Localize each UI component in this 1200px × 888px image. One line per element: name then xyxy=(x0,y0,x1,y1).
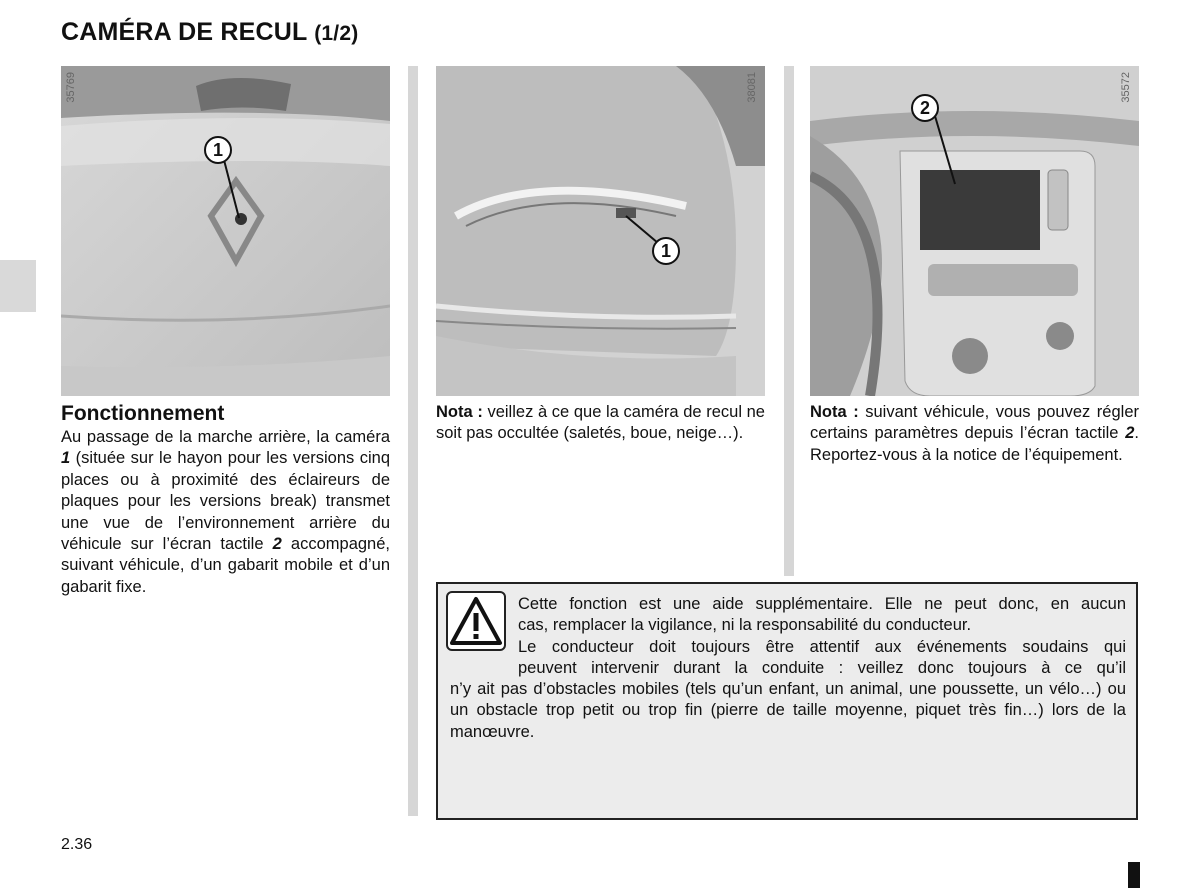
page-number: 2.36 xyxy=(61,836,93,853)
chapter-tab xyxy=(0,260,36,312)
figure-dashboard-screen xyxy=(810,66,1139,396)
nota-settings: Nota : suivant véhicule, vous pouvez régler certains paramètres depuis l’écran tactile 2. Reportez-vous à la notice de l’équipement. xyxy=(810,403,1139,464)
page-title xyxy=(61,18,358,47)
page-title-part: (1/2) xyxy=(314,22,359,45)
figure-estate-camera xyxy=(436,66,765,396)
page-title-text: CAMÉRA DE RECUL xyxy=(61,18,308,46)
warning-text-rest: n’y ait pas d’obstacles mobiles (tels qu’un enfant, un animal, une poussette, un vélo…) ou un obstacle trop petit ou trop fin (pierre de taille moyenne, piquet très fin…) lors de la manœuvre. xyxy=(450,680,1126,741)
figure-tailgate-camera xyxy=(61,66,390,396)
warning-text-top: Cette fonction est une aide supplémentaire. Elle ne peut donc, en aucun cas, remplacer la vigilance, ni la responsabilité du conducteur. Le conducteur doit toujours être attentif aux événements soudains qui peuvent intervenir durant la conduite : veillez donc toujours à ce qu’il xyxy=(518,595,1126,678)
figure-ref-number: 35769 xyxy=(65,72,77,103)
callout-2: 2 xyxy=(911,94,939,122)
body-paragraph: Au passage de la marche arrière, la caméra 1 (située sur le hayon pour les versions cinq places ou à proximité des éclaireurs de plaques pour les versions break) transmet une vue de l’environnement arrière du véhicule sur l’écran tactile 2 accompagné, suivant véhicule, d’un gabarit mobile et d’un gabarit fixe. xyxy=(61,428,390,596)
figure-ref-number: 35572 xyxy=(1120,72,1132,103)
page-marker xyxy=(1128,862,1140,888)
callout-1: 1 xyxy=(204,136,232,164)
column-divider-right xyxy=(784,66,794,576)
column-divider-left xyxy=(408,66,418,816)
warning-triangle-icon xyxy=(446,591,506,651)
section-heading: Fonctionnement xyxy=(61,402,225,425)
figure-ref-number: 38081 xyxy=(746,72,758,103)
callout-1: 1 xyxy=(652,237,680,265)
nota-camera: Nota : veillez à ce que la caméra de recul ne soit pas occultée (saletés, boue, neige…). xyxy=(436,403,765,443)
